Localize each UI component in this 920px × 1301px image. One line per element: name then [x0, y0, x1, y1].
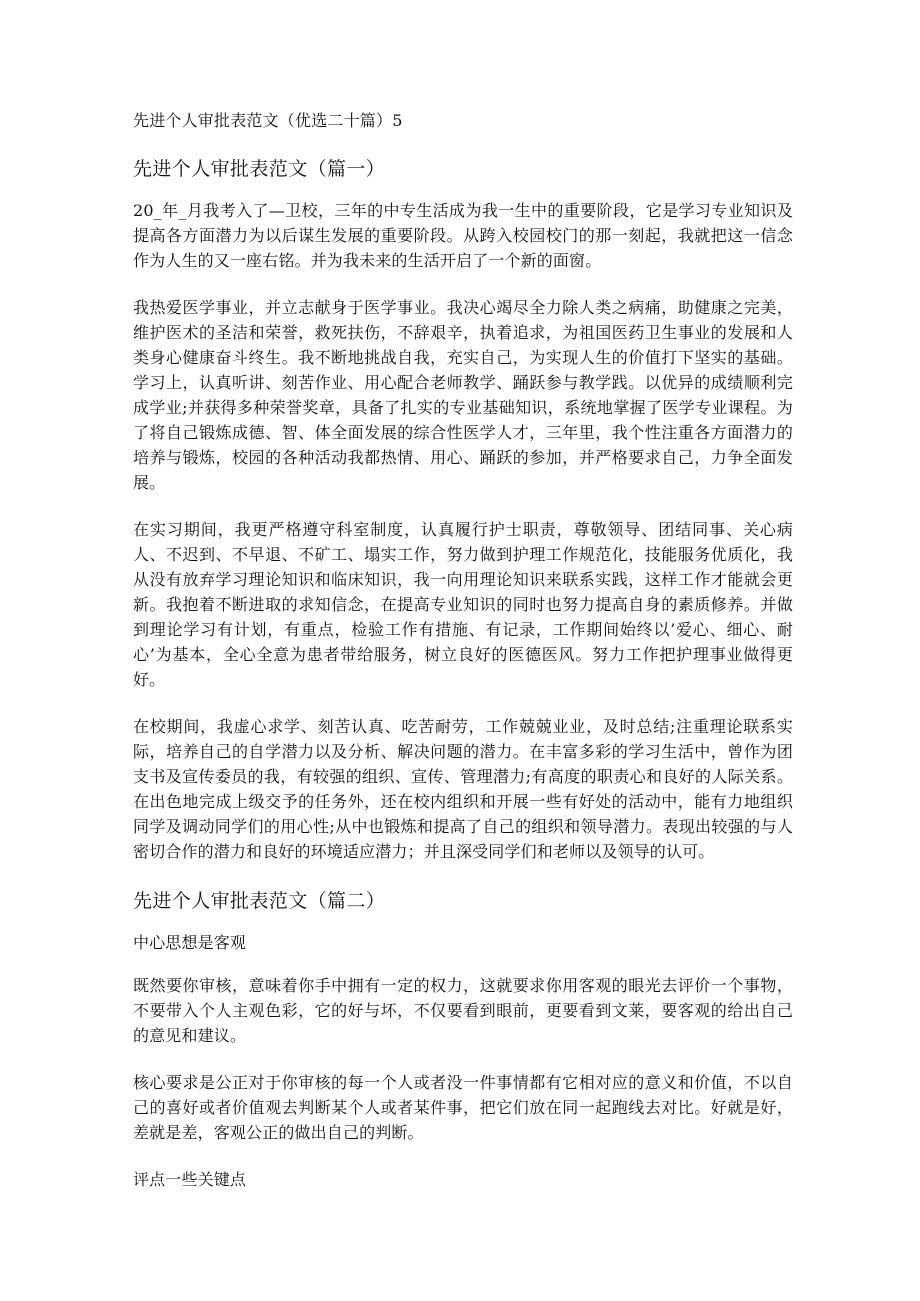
section-1-paragraph-2: 我热爱医学事业，并立志献身于医学事业。我决心竭尽全力除人类之病痛，助健康之完美，维护医术的圣洁和荣誉，救死扶伤，不辞艰辛，执着追求，为祖国医药卫生事业的发展和人类身心健康奋斗终生。我不断地挑战自我，充实自己，为实现人生的价值打下坚实的基础。学习上，认真听讲、刻苦作业、用心配合老师教学、踊跃参与教学践。以优异的成绩顺利完成学业;并获得多种荣誉奖章，具备了扎实的专业基础知识，系统地掌握了医学专业课程。为了将自己锻炼成德、智、体全面发展的综合性医学人才，三年里，我个性注重各方面潜力的培养与锻炼，校园的各种活动我都热情、用心、踊跃的参加，并严格要求自己，力争全面发展。: [133, 298, 793, 492]
document-page: [133, 108, 793, 1210]
section-1-paragraph-4: 在校期间，我虚心求学、刻苦认真、吃苦耐劳，工作兢兢业业，及时总结;注重理论联系实际，培养自己的自学潜力以及分析、解决问题的潜力。在丰富多彩的学习生活中，曾作为团支书及宣传委员的我，有较强的组织、宣传、管理潜力;有高度的职责心和良好的人际关系。在出色地完成上级交予的任务外，还在校内组织和开展一些有好处的活动中，能有力地组织同学及调动同学们的用心性;从中也锻炼和提高了自己的组织和领导潜力。表现出较强的与人密切合作的潜力和良好的环境适应潜力；并且深受同学们和老师以及领导的认可。: [133, 717, 793, 861]
section-1: [133, 154, 793, 864]
section-2-subheading-2: 评点一些关键点: [133, 1170, 247, 1189]
section-1-title: 先进个人审批表范文（篇一）: [133, 158, 386, 180]
document-title: 先进个人审批表范文（优选二十篇）5: [133, 111, 403, 130]
section-2-title: 先进个人审批表范文（篇二）: [133, 890, 386, 912]
section-2-subheading-1: 中心思想是客观: [133, 933, 247, 952]
section-2: [133, 886, 793, 1192]
section-1-paragraph-1: 20_年_月我考入了—卫校，三年的中专生活成为我一生中的重要阶段，它是学习专业知识及提高各方面潜力为以后谋生发展的重要阶段。从跨入校园校门的那一刻起，我就把这一信念作为人生的又一座右铭。并为我未来的生活开启了一个新的面窗。: [133, 201, 793, 270]
section-2-paragraph-1: 既然要你审核，意味着你手中拥有一定的权力，这就要求你用客观的眼光去评价一个事物，不要带入个人主观色彩，它的好与坏，不仅要看到眼前，更要看到文莱，要客观的给出自己的意见和建议。: [133, 976, 793, 1045]
section-2-paragraph-2: 核心要求是公正对于你审核的每一个人或者没一件事情都有它相对应的意义和价值，不以自己的喜好或者价值观去判断某个人或者某件事，把它们放在同一起跑线去对比。好就是好，差就是差，客观公正的做出自己的判断。: [133, 1073, 793, 1142]
section-1-paragraph-3: 在实习期间，我更严格遵守科室制度，认真履行护士职责，尊敬领导、团结同事、关心病人、不迟到、不早退、不矿工、塌实工作，努力做到护理工作规范化，技能服务优质化，我从没有放弃学习理论知识和临床知识，我一向用理论知识来联系实践，这样工作才能就会更新。我抱着不断进取的求知信念，在提高专业知识的同时也努力提高自身的素质修养。并做到理论学习有计划，有重点，检验工作有措施、有记录，工作期间始终以’爱心、细心、耐心’为基本，全心全意为患者带给服务，树立良好的医德医风。努力工作把护理事业做得更好。: [133, 520, 793, 689]
